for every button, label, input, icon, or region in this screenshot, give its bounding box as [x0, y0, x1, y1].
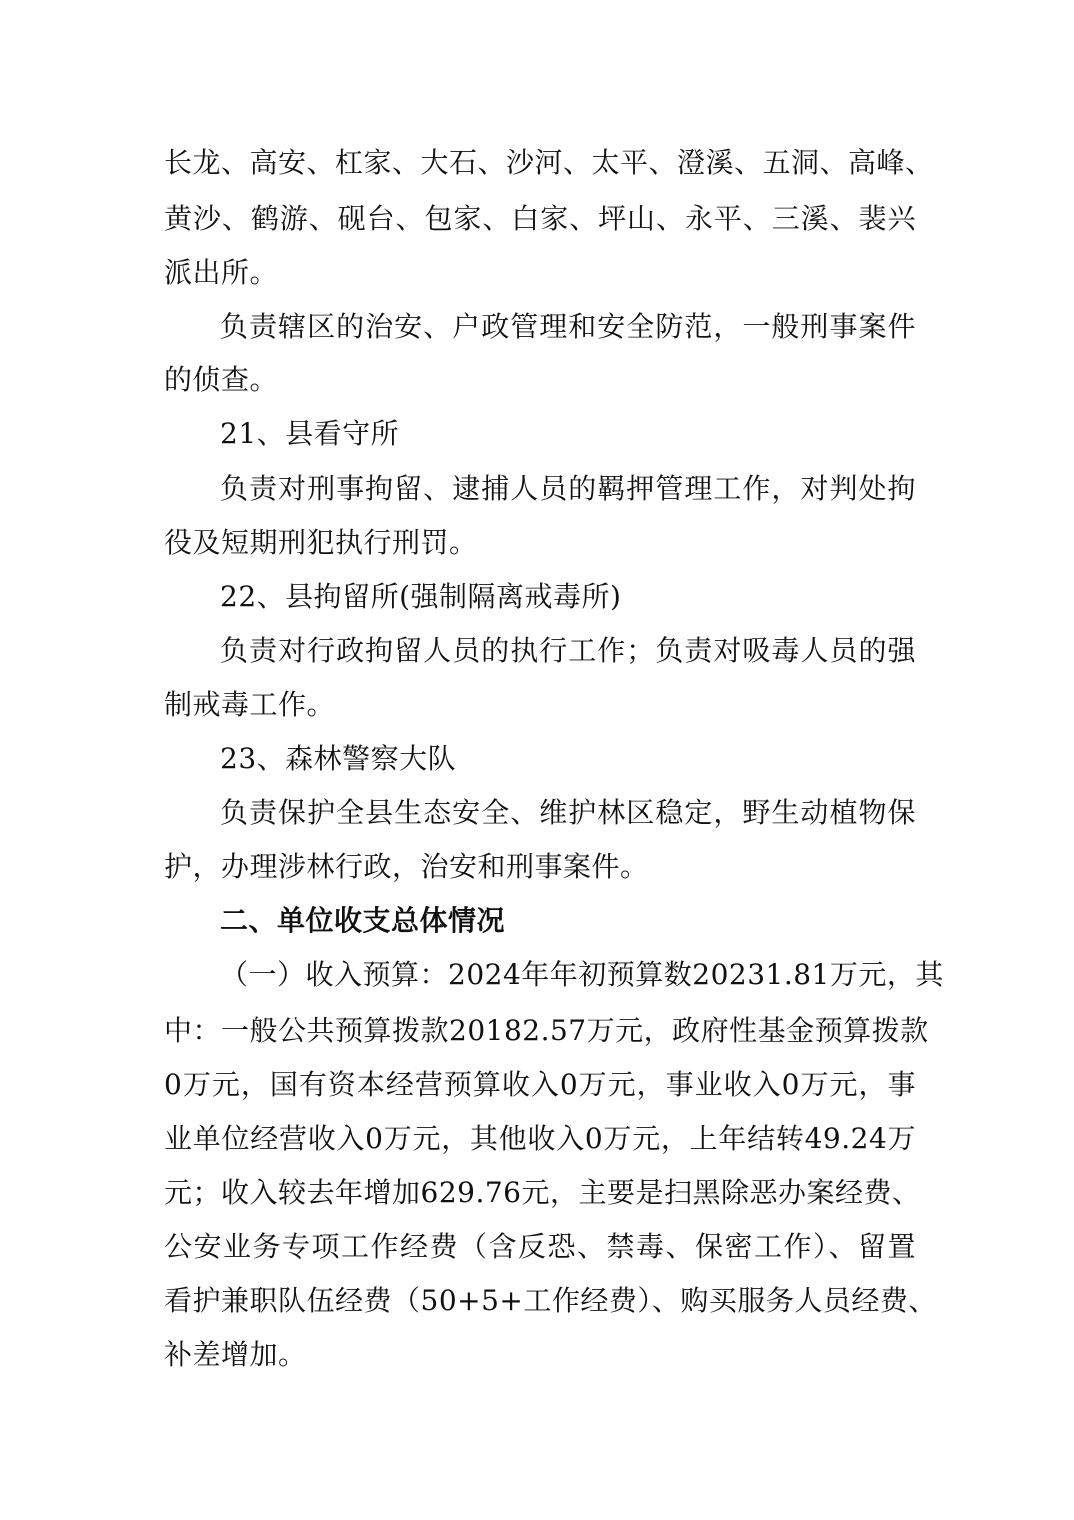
text-line-14: 护，办理涉林行政，治安和刑事案件。 [164, 850, 649, 883]
text-line-17: 中：一般公共预算拨款20182.57万元，政府性基金预算拨款 [164, 1014, 929, 1047]
text-line-19: 业单位经营收入0万元，其他收入0万元，上年结转49.24万 [164, 1122, 916, 1155]
text-line-1: 长龙、高安、杠家、大石、沙河、太平、澄溪、五洞、高峰、 [164, 146, 934, 179]
section-heading-2: 二、单位收支总体情况 [220, 904, 506, 937]
section-title-21: 21、县看守所 [220, 417, 400, 450]
text-line-11: 制戒毒工作。 [164, 688, 336, 721]
text-line-4: 负责辖区的治安、户政管理和安全防范，一般刑事案件 [220, 310, 916, 343]
section-title-22: 22、县拘留所(强制隔离戒毒所) [220, 580, 622, 613]
text-line-20: 元；收入较去年增加629.76元，主要是扫黑除恶办案经费、 [164, 1176, 921, 1209]
text-line-7: 负责对刑事拘留、逮捕人员的羁押管理工作，对判处拘 [220, 472, 916, 505]
text-line-2: 黄沙、鹤游、砚台、包家、白家、坪山、永平、三溪、裴兴 [164, 202, 916, 235]
text-line-3: 派出所。 [164, 256, 279, 289]
text-line-21: 公安业务专项工作经费（含反恐、禁毒、保密工作）、留置 [164, 1230, 916, 1263]
text-line-23: 补差增加。 [164, 1338, 307, 1371]
text-line-8: 役及短期刑犯执行刑罚。 [164, 526, 478, 559]
text-line-18: 0万元，国有资本经营预算收入0万元，事业收入0万元，事 [164, 1068, 916, 1101]
section-title-23: 23、森林警察大队 [220, 742, 457, 775]
text-line-13: 负责保护全县生态安全、维护林区稳定，野生动植物保 [220, 796, 916, 829]
text-line-16: （一）收入预算：2024年年初预算数20231.81万元，其 [220, 958, 944, 991]
text-line-22: 看护兼职队伍经费（50+5+工作经费）、购买服务人员经费、 [164, 1284, 937, 1317]
text-line-5: 的侦查。 [164, 363, 279, 396]
text-line-10: 负责对行政拘留人员的执行工作；负责对吸毒人员的强 [220, 634, 916, 667]
